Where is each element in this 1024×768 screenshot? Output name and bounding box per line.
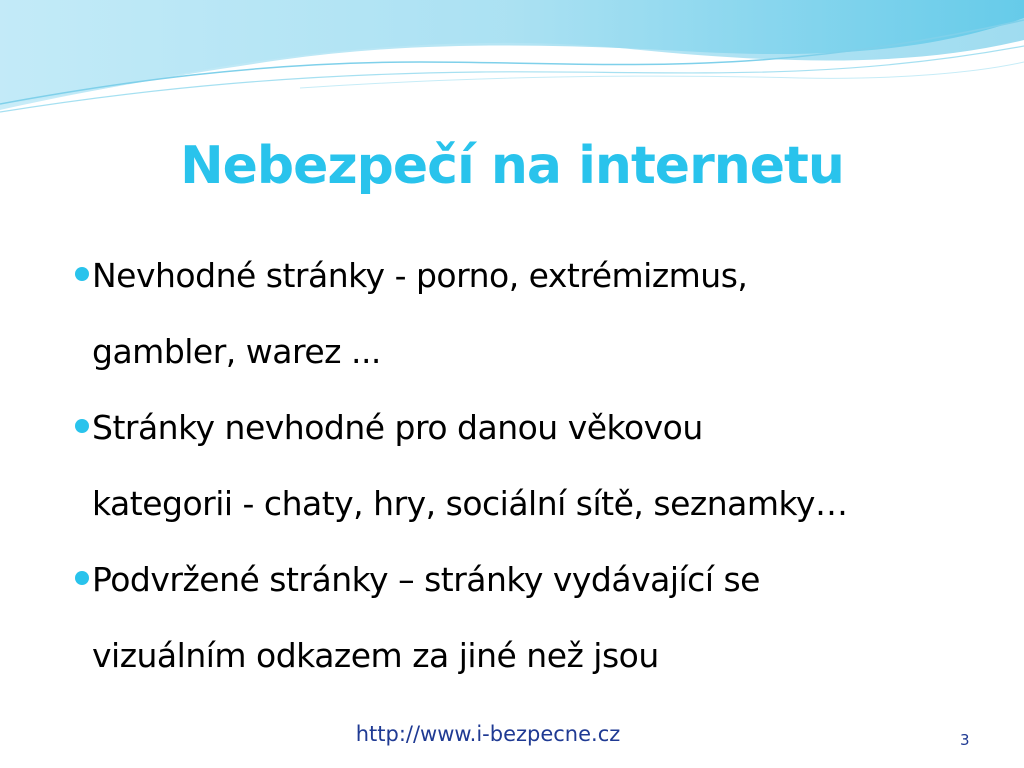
bullet-dot-icon bbox=[75, 267, 89, 281]
header-wave-decoration bbox=[0, 0, 1024, 120]
bullet-dot-icon bbox=[75, 419, 89, 433]
bullet-list bbox=[70, 238, 970, 694]
bullet-item bbox=[70, 390, 970, 542]
bullet-item bbox=[70, 542, 970, 694]
bullet-item bbox=[70, 238, 970, 390]
bullet-line: Nevhodné stránky - porno, extrémizmus, bbox=[92, 256, 748, 295]
footer-url: http://www.i-bezpecne.cz bbox=[355, 722, 621, 746]
bullet-line: Podvržené stránky – stránky vydávající se bbox=[92, 560, 760, 599]
bullet-line: Stránky nevhodné pro danou věkovou bbox=[92, 408, 703, 447]
bullet-line: vizuálním odkazem za jiné než jsou bbox=[92, 636, 659, 675]
bullet-dot-icon bbox=[75, 571, 89, 585]
slide-title: Nebezpečí na internetu bbox=[180, 136, 844, 196]
bullet-line: kategorii - chaty, hry, sociální sítě, seznamky… bbox=[92, 484, 848, 523]
page-number: 3 bbox=[960, 731, 970, 749]
wave-line-3 bbox=[300, 62, 1024, 88]
bullet-line: gambler, warez ... bbox=[92, 332, 381, 371]
